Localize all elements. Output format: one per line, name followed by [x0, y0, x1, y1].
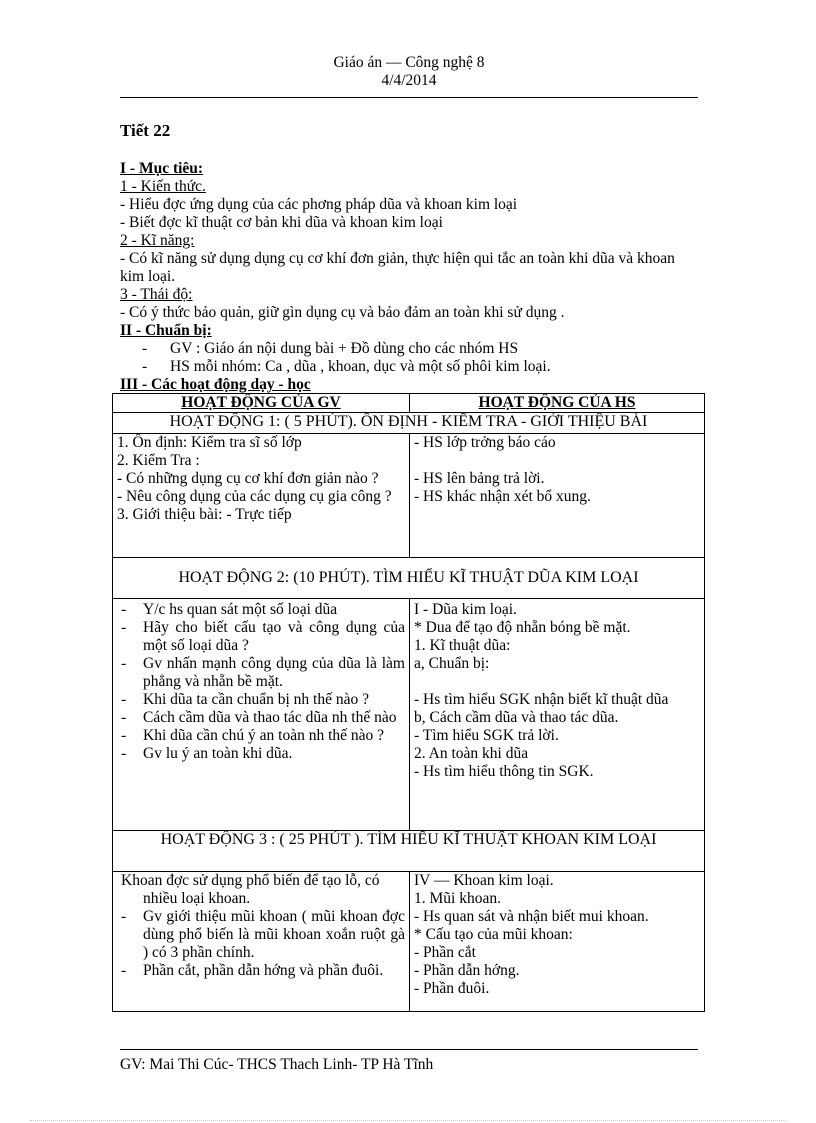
activity-3-gv: Khoan đợc sử dụng phổ biến để tạo lỗ, có nhiều loại khoan. - Gv giới thiệu mũi khoan ( mũi khoan đợc dùng phổ biến là mũi khoan xoắn ruột gà ) có 3 phần chính. - Phần cắt, phần dẫn hớng và phần đuôi.	[113, 872, 410, 1012]
header-rule	[120, 97, 698, 98]
attitude-item: - Có ý thức bảo quản, giữ gìn dụng cụ và bảo đảm an toàn khi sử dụng .	[120, 304, 565, 321]
list-item: - Cách cầm dũa và thao tác dũa nh thế nào	[117, 709, 405, 727]
list-item: - Gv nhấn mạnh công dụng của dũa là làm phẳng và nhẵn bề mặt.	[117, 655, 405, 691]
activity-1-hs: - HS lớp trởng báo cáo - HS lên bảng trả lời. - HS khác nhận xét bổ xung.	[410, 434, 705, 558]
activity-1-gv: 1. Ổn định: Kiểm tra sĩ số lớp 2. Kiểm Tra : - Có những dụng cụ cơ khí đơn giản nào ? - Nêu công dụng của các dụng cụ gia công ? 3. Giới thiệu bài: - Trực tiếp	[113, 434, 410, 558]
page-edge	[30, 1120, 786, 1121]
col-header-hs: HOẠT ĐỘNG CỦA HS	[410, 394, 705, 413]
skills-title: 2 - Kĩ năng:	[120, 232, 195, 249]
list-item: - Y/c hs quan sát một số loại dũa	[117, 601, 405, 619]
header-title: Giáo án — Công nghệ 8	[333, 54, 485, 71]
col-header-gv: HOẠT ĐỘNG CỦA GV	[113, 394, 410, 413]
knowledge-title: 1 - Kiến thức.	[120, 178, 206, 195]
activity-2-title: HOẠT ĐỘNG 2: (10 PHÚT). TÌM HIỂU KĨ THUẬT DŨA KIM LOẠI	[113, 558, 705, 599]
activities-title: III - Các hoạt động dạy - học	[120, 376, 311, 393]
footer-rule	[120, 1049, 698, 1050]
preparation-item: - GV : Giáo án nội dung bài + Đồ dùng cho các nhóm HS	[142, 340, 519, 357]
lesson-title: Tiết 22	[120, 121, 171, 140]
activity-3-hs: IV — Khoan kim loại. 1. Mũi khoan. - Hs quan sát và nhận biết mui khoan. * Cấu tạo của mũi khoan: - Phần cắt - Phần dẫn hớng. - Phần đuôi.	[410, 872, 705, 1012]
activity-1-title: HOẠT ĐỘNG 1: ( 5 PHÚT). ỔN ĐỊNH - KIỂM TRA - GIỚI THIỆU BÀI	[113, 413, 705, 434]
header-date: 4/4/2014	[381, 72, 437, 89]
list-item: - Phần cắt, phần dẫn hớng và phần đuôi.	[117, 962, 405, 980]
list-item: - Gv lu ý an toàn khi dũa.	[117, 745, 405, 763]
preparation-title: II - Chuẩn bị:	[120, 322, 212, 339]
activity-3-title: HOẠT ĐỘNG 3 : ( 25 PHÚT ). TÌM HIỂU KĨ THUẬT KHOAN KIM LOẠI	[113, 831, 705, 872]
objectives-title: I - Mục tiêu:	[120, 160, 204, 177]
objectives-section	[120, 160, 700, 394]
activity-2-gv	[113, 599, 410, 831]
preparation-item: - HS mỗi nhóm: Ca , dũa , khoan, dục và một số phôi kim loại.	[142, 358, 551, 375]
page-footer: GV: Mai Thi Cúc- THCS Thach Linh- TP Hà Tĩnh	[120, 1056, 434, 1073]
activity-2-hs: I - Dũa kim loại. * Dua để tạo độ nhẵn bóng bề mặt. 1. Kĩ thuật dũa: a, Chuẩn bị: - Hs tìm hiểu SGK nhận biết kĩ thuật dũa b, Cách cầm dũa và thao tác dũa. - Tìm hiểu SGK trả lời. 2. An toàn khi dũa - Hs tìm hiểu thông tin SGK.	[410, 599, 705, 831]
list-item: - Gv giới thiệu mũi khoan ( mũi khoan đợc dùng phổ biến là mũi khoan xoắn ruột gà ) có 3 phần chính.	[117, 908, 405, 962]
activities-table	[112, 393, 705, 1012]
list-item: - Khi dũa cần chú ý an toàn nh thế nào ?	[117, 727, 405, 745]
attitude-title: 3 - Thái độ:	[120, 286, 193, 303]
page-header	[120, 54, 698, 90]
knowledge-item: - Biết đợc kĩ thuật cơ bản khi dũa và khoan kim loại	[120, 214, 443, 231]
list-item: - Hãy cho biết cấu tạo và công dụng của một số loại dũa ?	[117, 619, 405, 655]
knowledge-item: - Hiểu đợc ứng dụng của các phơng pháp dũa và khoan kim loại	[120, 196, 518, 213]
skills-item: - Có kĩ năng sử dụng dụng cụ cơ khí đơn giản, thực hiện qui tắc an toàn khi dũa và khoan kim loại.	[120, 250, 675, 285]
list-item: - Khi dũa ta cần chuẩn bị nh thế nào ?	[117, 691, 405, 709]
